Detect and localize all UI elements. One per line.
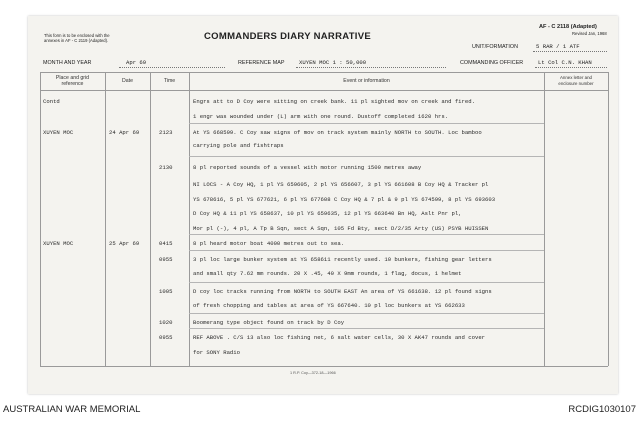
col-divider-place <box>105 72 106 366</box>
table-right-border <box>608 72 609 366</box>
row-time: 0955 <box>159 256 173 263</box>
row-time: 0415 <box>159 240 173 247</box>
row-date: 25 Apr 69 <box>109 240 140 247</box>
archive-id: RCDIG1030107 <box>568 404 636 415</box>
row-time: 2123 <box>159 129 173 136</box>
row-event-line: At YS 668599. C Coy saw signs of mov on track system mainly NORTH to SOUTH. Loc bamboo <box>193 129 482 136</box>
col-divider-time <box>189 72 190 366</box>
col-header-date: Date <box>122 78 133 84</box>
row-separator <box>189 123 544 124</box>
table-header-border <box>40 90 608 91</box>
row-time: 1005 <box>159 288 173 295</box>
row-separator <box>189 313 544 314</box>
col-header-event: Event or information <box>343 78 390 84</box>
col-divider-date <box>150 72 151 366</box>
reference-map-label: REFERENCE MAP <box>238 60 285 66</box>
table-top-border <box>40 72 608 73</box>
row-event-line: of fresh chopping and tables at area of YS 667640. 10 pl loc bunkers at YS 662633 <box>193 302 465 309</box>
unit-value: 5 RAR / 1 ATF <box>536 43 580 50</box>
row-event-line: 8 pl heard motor boat 4000 metres out to sea. <box>193 240 345 247</box>
month-underline <box>119 67 225 68</box>
refmap-underline <box>296 67 446 68</box>
row-date: 24 Apr 69 <box>109 129 140 136</box>
row-event-line: Engrs att to D Coy were sitting on creek bank. 11 pl sighted mov on creek and fired. <box>193 98 475 105</box>
co-underline <box>535 67 607 68</box>
col-header-annex-2: enclosure number <box>558 81 594 86</box>
col-header-annex-1: Annex letter and <box>560 75 592 80</box>
form-notice-line-1: This form is to be enclosed with the <box>44 33 110 38</box>
row-time: 0955 <box>159 334 173 341</box>
table-bottom-border <box>40 366 608 367</box>
row-event-line: carrying pole and fishtraps <box>193 142 284 149</box>
table-left-border <box>40 72 41 366</box>
row-time: 2130 <box>159 164 173 171</box>
row-event-line: 3 pl loc large bunker system at YS 658611 recently used. 10 bunkers, fishing gear letters <box>193 256 492 263</box>
col-divider-event <box>544 72 545 366</box>
row-event-line: NI LOCS - A Coy HQ, 1 pl YS 659605, 2 pl YS 656607, 3 pl YS 661608 B Coy HQ & Tracker pl <box>193 181 489 188</box>
row-event-line: Boomerang type object found on track by D Coy <box>193 319 345 326</box>
diary-sheet <box>28 16 618 394</box>
row-event-line: YS 678616, 5 pl YS 677621, 6 pl YS 677608 C Coy HQ & 7 pl & 9 pl YS 674599, 8 pl YS 693603 <box>193 196 496 203</box>
form-notice-line-2: annexes in AF - C 2119 (Adapted). <box>44 38 109 43</box>
printer-imprint: 1 R.P. Coy—372-18—1966 <box>290 371 336 375</box>
row-event-line: Mor pl (-), 4 pl, A Tp B Sqn, sect A Sqn, 105 Fd Bty, sect D/2/35 Arty (US) PSYB HUISSEN <box>193 225 489 232</box>
row-place: XUYEN MOC <box>43 129 74 136</box>
month-label: MONTH AND YEAR <box>43 60 92 66</box>
row-event-line: for SONY Radio <box>193 349 240 356</box>
row-place: XUYEN MOC <box>43 240 74 247</box>
commanding-officer-label: COMMANDING OFFICER <box>460 60 524 66</box>
col-header-place-2: reference <box>61 81 84 87</box>
reference-map-value: XUYEN MOC 1 : 50,000 <box>299 59 367 66</box>
page-title: COMMANDERS DIARY NARRATIVE <box>204 31 372 42</box>
row-separator <box>189 328 544 329</box>
row-separator <box>189 156 544 157</box>
row-event-line: D Coy HQ & 11 pl YS 658637, 10 pl YS 659635, 12 pl YS 663640 Bn HQ, Aslt Pnr pl, <box>193 210 462 217</box>
unit-label: UNIT/FORMATION <box>472 44 519 50</box>
archive-label: AUSTRALIAN WAR MEMORIAL <box>3 404 141 415</box>
row-time: 1020 <box>159 319 173 326</box>
month-value: Apr 69 <box>126 59 147 66</box>
commanding-officer-value: Lt Col C.N. KHAN <box>538 59 592 66</box>
unit-underline <box>533 51 607 52</box>
row-event-line: 1 engr was wounded under (L) arm with one round. Dustoff completed 1620 hrs. <box>193 113 449 120</box>
row-event-line: D coy loc tracks running from NORTH to SOUTH EAST An area of YS 661638. 12 pl found signs <box>193 288 492 295</box>
row-separator <box>189 282 544 283</box>
form-revised: Revised Jan, 1968 <box>572 31 607 36</box>
row-event-line: REF ABOVE . C/S 13 also loc fishing net, 6 salt water cells, 30 X AK47 rounds and cover <box>193 334 486 341</box>
row-event-line: and small qty 7.62 mm rounds. 20 X .45, 40 X 9mm rounds, 1 flag, docus, 1 helmet <box>193 270 462 277</box>
row-event-line: 8 pl reported sounds of a vessel with motor running 1500 metres away <box>193 164 422 171</box>
col-header-time: Time <box>163 78 176 84</box>
col-header-place-1: Place and grid <box>55 75 90 81</box>
row-separator <box>189 234 544 235</box>
form-code: AF - C 2118 (Adapted) <box>539 24 597 30</box>
row-separator <box>189 250 544 251</box>
row-place: Contd <box>43 98 60 105</box>
